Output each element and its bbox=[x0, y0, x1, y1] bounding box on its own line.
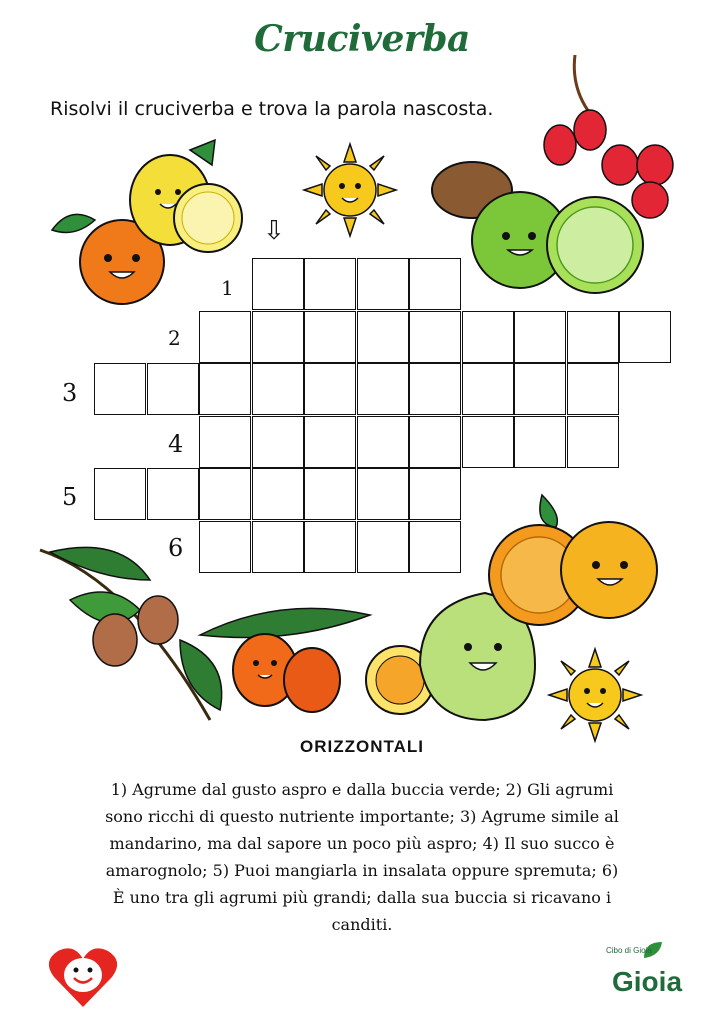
crossword-cell[interactable] bbox=[409, 468, 461, 520]
sun-illustration-top bbox=[300, 140, 400, 240]
kumquat-illustration bbox=[200, 605, 380, 715]
crossword-cell[interactable] bbox=[304, 468, 356, 520]
crossword-cell[interactable] bbox=[94, 468, 146, 520]
crossword-cell[interactable] bbox=[199, 416, 251, 468]
crossword-cell[interactable] bbox=[462, 416, 514, 468]
crossword-cell[interactable] bbox=[304, 311, 356, 363]
lemon-illustration bbox=[120, 140, 250, 260]
crossword-cell[interactable] bbox=[94, 363, 146, 415]
crossword-cell[interactable] bbox=[619, 311, 671, 363]
crossword-cell[interactable] bbox=[304, 363, 356, 415]
crossword-cell[interactable] bbox=[252, 468, 304, 520]
berries-illustration bbox=[530, 55, 680, 235]
crossword-cell[interactable] bbox=[147, 468, 199, 520]
clues-text: 1) Agrume dal gusto aspro e dalla buccia verde; 2) Gli agrumi sono ricchi di questo nutriente importante; 3) Agrume simile al mandarino, ma dal sapore un poco più aspro; 4) Il suo succo è amarognolo; 5) Puoi mangiarla in insalata oppure spremuta; 6) È uno tra gli agrumi più grandi; dalla sua buccia si ricavano i canditi. bbox=[105, 780, 619, 934]
crossword-cell[interactable] bbox=[147, 363, 199, 415]
sun-illustration-bottom bbox=[545, 645, 645, 745]
gioia-logo: Gioia bbox=[612, 966, 683, 997]
logo-tagline: Cibo di Gioia bbox=[606, 946, 652, 955]
crossword-cell[interactable] bbox=[514, 363, 566, 415]
clue-number-5: 5 bbox=[62, 483, 78, 511]
clue-number-3: 3 bbox=[62, 379, 78, 407]
heart-smile-icon bbox=[48, 945, 118, 1009]
crossword-cell[interactable] bbox=[304, 521, 356, 573]
crossword-cell[interactable] bbox=[462, 311, 514, 363]
crossword-cell[interactable] bbox=[357, 258, 409, 310]
crossword-cell[interactable] bbox=[409, 311, 461, 363]
crossword-cell[interactable] bbox=[252, 416, 304, 468]
crossword-cell[interactable] bbox=[567, 363, 619, 415]
clue-number-2: 2 bbox=[168, 326, 181, 350]
crossword-cell[interactable] bbox=[252, 363, 304, 415]
crossword-cell[interactable] bbox=[304, 416, 356, 468]
crossword-cell[interactable] bbox=[357, 363, 409, 415]
instructions: Risolvi il cruciverba e trova la parola nascosta. bbox=[50, 98, 494, 120]
crossword-cell[interactable] bbox=[304, 258, 356, 310]
crossword-cell[interactable] bbox=[514, 311, 566, 363]
crossword-cell[interactable] bbox=[409, 521, 461, 573]
crossword-cell[interactable] bbox=[357, 311, 409, 363]
crossword-cell[interactable] bbox=[567, 311, 619, 363]
section-title-across: ORIZZONTALI bbox=[300, 737, 424, 756]
hidden-word-arrow-icon: ⇩ bbox=[263, 216, 285, 246]
orange-slice-illustration bbox=[484, 495, 664, 630]
crossword-cell[interactable] bbox=[462, 363, 514, 415]
crossword-cell[interactable] bbox=[409, 258, 461, 310]
crossword-cell[interactable] bbox=[514, 416, 566, 468]
crossword-cell[interactable] bbox=[409, 416, 461, 468]
crossword-cell[interactable] bbox=[199, 468, 251, 520]
crossword-cell[interactable] bbox=[567, 416, 619, 468]
crossword-cell[interactable] bbox=[252, 311, 304, 363]
crossword-cell[interactable] bbox=[357, 468, 409, 520]
clue-number-4: 4 bbox=[168, 430, 184, 458]
page-title: Cruciverba bbox=[254, 18, 470, 60]
crossword-cell[interactable] bbox=[252, 521, 304, 573]
crossword-cell[interactable] bbox=[199, 311, 251, 363]
crossword-cell[interactable] bbox=[252, 258, 304, 310]
crossword-cell[interactable] bbox=[409, 363, 461, 415]
crossword-cell[interactable] bbox=[357, 521, 409, 573]
clue-number-6: 6 bbox=[168, 534, 184, 562]
crossword-cell[interactable] bbox=[357, 416, 409, 468]
crossword-cell[interactable] bbox=[199, 363, 251, 415]
clue-number-1: 1 bbox=[221, 276, 234, 300]
